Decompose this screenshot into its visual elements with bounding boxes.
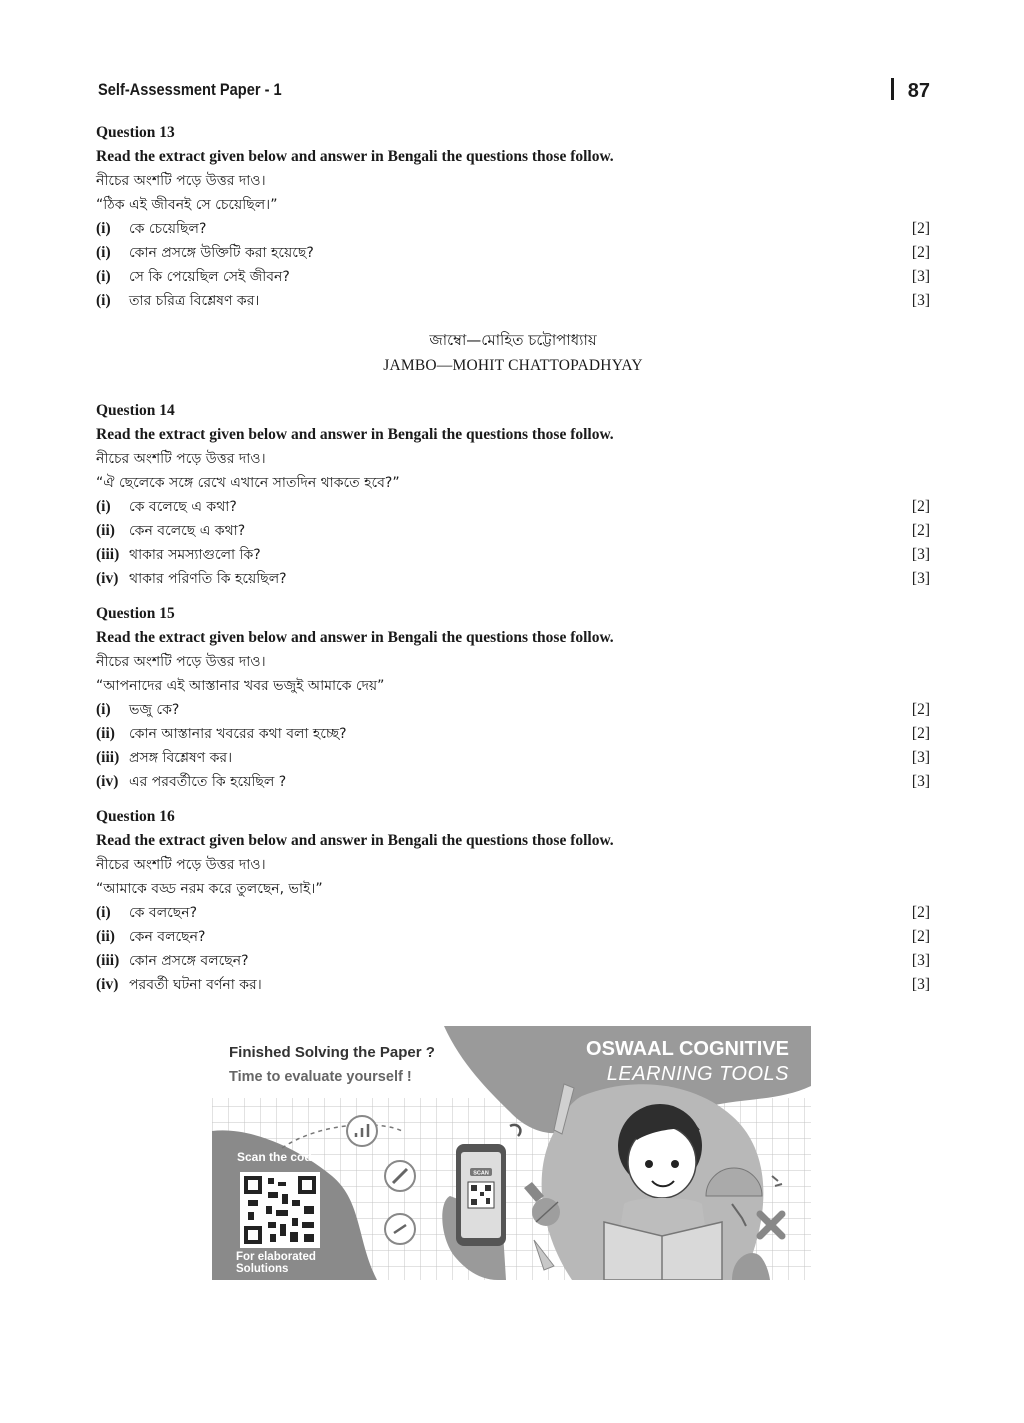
sub-question-number: (ii) — [96, 725, 115, 742]
sub-question-text: পরবর্তী ঘটনা বর্ণনা কর। — [129, 977, 262, 993]
sub-question-marks: [2] — [911, 928, 930, 945]
sub-question-text: কোন আস্তানার খবরের কথা বলা হচ্ছে? — [129, 726, 347, 742]
sub-question-number: (iv) — [96, 976, 119, 993]
question-13 — [96, 121, 930, 313]
sub-question-text: কেন বলছেন? — [129, 929, 206, 945]
sub-question-number: (iii) — [96, 952, 120, 969]
sub-question — [96, 265, 930, 289]
sub-question-marks: [2] — [911, 244, 930, 261]
phone-scan-label: SCAN — [473, 1170, 489, 1177]
sub-question — [96, 519, 930, 543]
question-quote: “আমাকে বড্ড নরম করে তুলছেন, ভাই।” — [96, 881, 323, 897]
sub-question — [96, 722, 930, 746]
chapter-heading — [96, 327, 930, 379]
question-16 — [96, 805, 930, 997]
sub-question-text: কেন বলেছে এ কথা? — [129, 523, 246, 539]
sub-question-text: কে চেয়েছিল? — [129, 221, 207, 237]
question-quote: “আপনাদের এই আস্তানার খবর ভজুই আমাকে দেয়” — [96, 678, 385, 694]
sub-question-marks: [2] — [911, 522, 930, 539]
sub-question — [96, 770, 930, 794]
sub-question-number: (iv) — [96, 570, 119, 587]
sub-question-text: কোন প্রসঙ্গে উক্তিটি করা হয়েছে? — [129, 245, 314, 261]
question-quote: “ঐ ছেলেকে সঙ্গে রেখে এখানে সাতদিন থাকতে হবে?” — [96, 475, 400, 491]
sub-question-marks: [3] — [911, 773, 930, 790]
sub-question — [96, 949, 930, 973]
sub-question — [96, 289, 930, 313]
banner-finished-text: Finished Solving the Paper ? — [229, 1044, 435, 1061]
sub-question — [96, 567, 930, 591]
sub-question — [96, 543, 930, 567]
sub-question-number: (i) — [96, 904, 111, 921]
page-header — [98, 78, 930, 106]
elaborated-solutions-label: For elaborated Solutions — [236, 1251, 316, 1275]
page-number-wrap — [891, 78, 930, 103]
sub-question-marks: [3] — [911, 952, 930, 969]
sub-question-marks: [2] — [911, 220, 930, 237]
oswaal-banner — [212, 1026, 811, 1280]
qr-finder-inner — [248, 1230, 258, 1240]
qr-finder-inner — [302, 1180, 312, 1190]
question-instruction: Read the extract given below and answer in Bengali the questions those follow. — [96, 832, 614, 849]
sub-question-text: এর পরবর্তীতে কি হয়েছিল ? — [129, 774, 287, 790]
sub-question — [96, 746, 930, 770]
sub-question-marks: [3] — [911, 292, 930, 309]
question-bn-instruction: নীচের অংশটি পড়ে উত্তর দাও। — [96, 451, 266, 467]
question-bn-instruction: নীচের অংশটি পড়ে উত্তর দাও। — [96, 857, 266, 873]
boy-right-eye — [671, 1160, 679, 1168]
sub-question-number: (ii) — [96, 928, 115, 945]
sub-question-text: থাকার পরিণতি কি হয়েছিল? — [129, 571, 287, 587]
sub-question-marks: [2] — [911, 498, 930, 515]
question-instruction: Read the extract given below and answer in Bengali the questions those follow. — [96, 426, 614, 443]
chapter-title-en: JAMBO—MOHIT CHATTOPADHYAY — [383, 357, 643, 374]
sub-question-number: (i) — [96, 220, 111, 237]
paper-title: Self-Assessment Paper - 1 — [98, 80, 282, 99]
sub-question — [96, 901, 930, 925]
title-panel — [212, 1026, 452, 1098]
sub-question-number: (iii) — [96, 546, 120, 563]
question-title: Question 14 — [96, 402, 175, 419]
page-number: 87 — [907, 80, 930, 102]
sub-question-number: (i) — [96, 701, 111, 718]
header-divider — [891, 78, 894, 100]
sub-question-text: সে কি পেয়েছিল সেই জীবন? — [129, 269, 290, 285]
sub-question-marks: [3] — [911, 268, 930, 285]
banner-time-text: Time to evaluate yourself ! — [229, 1069, 412, 1085]
sub-question-number: (i) — [96, 268, 111, 285]
sub-question — [96, 241, 930, 265]
question-14 — [96, 399, 930, 591]
question-bn-instruction: নীচের অংশটি পড়ে উত্তর দাও। — [96, 654, 266, 670]
sub-question-marks: [3] — [911, 976, 930, 993]
sub-question-number: (i) — [96, 292, 111, 309]
sub-question-marks: [3] — [911, 570, 930, 587]
sub-question — [96, 495, 930, 519]
question-title: Question 16 — [96, 808, 175, 825]
sub-question-text: ভজু কে? — [129, 702, 180, 718]
question-instruction: Read the extract given below and answer in Bengali the questions those follow. — [96, 629, 614, 646]
brand-name: OSWAAL COGNITIVE — [586, 1038, 789, 1060]
question-title: Question 13 — [96, 124, 175, 141]
sub-question-number: (iv) — [96, 773, 119, 790]
sub-question-text: প্রসঙ্গ বিশ্লেষণ কর। — [129, 750, 233, 766]
brand-subtitle: LEARNING TOOLS — [606, 1063, 789, 1085]
sub-question — [96, 698, 930, 722]
sub-question — [96, 217, 930, 241]
sub-question-text: কে বলছেন? — [129, 905, 198, 921]
sub-question-number: (iii) — [96, 749, 120, 766]
sub-question-marks: [2] — [911, 725, 930, 742]
question-title: Question 15 — [96, 605, 175, 622]
sub-question-marks: [3] — [911, 749, 930, 766]
boy-left-eye — [645, 1160, 653, 1168]
sub-question-text: থাকার সমস্যাগুলো কি? — [129, 547, 261, 563]
sub-question-number: (ii) — [96, 522, 115, 539]
chapter-title-bn: জাম্বো—মোহিত চট্টোপাধ্যায় — [429, 331, 597, 349]
sub-question-text: তার চরিত্র বিশ্লেষণ কর। — [129, 293, 260, 309]
sub-question-number: (i) — [96, 244, 111, 261]
scan-label: Scan the code — [237, 1150, 319, 1164]
sub-question-text: কে বলেছে এ কথা? — [129, 499, 237, 515]
sub-question-text: কোন প্রসঙ্গে বলছেন? — [129, 953, 249, 969]
sub-question — [96, 973, 930, 997]
sub-question-number: (i) — [96, 498, 111, 515]
sub-question-marks: [2] — [911, 904, 930, 921]
question-bn-instruction: নীচের অংশটি পড়ে উত্তর দাও। — [96, 173, 266, 189]
sub-question — [96, 925, 930, 949]
sub-question-marks: [3] — [911, 546, 930, 563]
sub-question-marks: [2] — [911, 701, 930, 718]
page-content — [96, 121, 930, 1008]
question-quote: “ঠিক এই জীবনই সে চেয়েছিল।” — [96, 197, 278, 213]
qr-finder-inner — [248, 1180, 258, 1190]
question-15 — [96, 602, 930, 794]
question-instruction: Read the extract given below and answer in Bengali the questions those follow. — [96, 148, 614, 165]
